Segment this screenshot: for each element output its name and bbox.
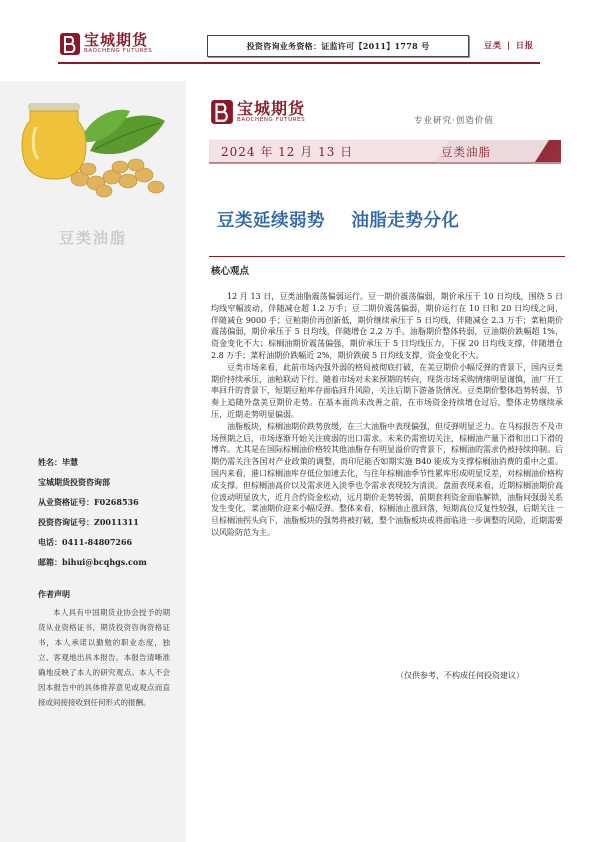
separator: | — [507, 40, 511, 50]
date-bar — [209, 138, 561, 164]
paragraph-2: 豆类市场来看，此前市场内强外弱的格局被彻底打破，在美豆期价小幅反弹的背景下，国内豆类期价持续承压，油粕联动下行。随着市场对未来预期的转向，现货市场采购情绪明显谨慎，油厂开工率回升的背景下，短期豆粕库存面临回升风险，关注后期下游备货情况。豆类期价整体趋势转弱，节奏上追随外盘美豆期价走势。在基本面尚未改善之前，在市场资金持续增仓过后，整体走势继续承压，近期走势明显偏弱。 — [211, 362, 563, 419]
company-name-en: BAOCHENG FUTURES — [84, 48, 153, 54]
baocheng-logo-icon — [60, 33, 80, 55]
brand-name-cn: 宝城期货 — [237, 98, 306, 118]
page-header — [0, 0, 595, 66]
brand-logo — [211, 100, 305, 124]
analyst-info — [38, 455, 178, 573]
section-title: 核心观点 — [211, 266, 250, 277]
header-rule — [58, 62, 540, 64]
slogan: 专业研究·创造价值 — [414, 116, 494, 126]
license-text: 投资咨询业务资格：证监许可【2011】1778 号 — [246, 40, 430, 51]
company-logo — [60, 33, 152, 55]
report-date: 2024 年 12 月 13 日 — [221, 145, 354, 159]
closing-note: （仅供参考，不构成任何投资建议） — [396, 671, 524, 680]
analyst-company: 宝城期货投资咨询部 — [38, 477, 110, 487]
report-type: 豆类 — [484, 40, 502, 50]
report-body — [211, 291, 563, 539]
brand-name-en: BAOCHENG FUTURES — [237, 116, 306, 123]
paragraph-3: 油脂板块，棕榈油期价跌势放缓，在三大油脂中表现偏强，但反弹明显乏力。在马棕报告不及市场预期之后，市场逐渐开始关注疲弱的出口需求。未来仍需密切关注，棕榈油产量下滑和出口下滑的博弈。尤其是在国际棕榈油价格较其他油脂存有明显溢价的背景下，棕榈油的需求仍被持续抑制。后期仍需关注各国对产业政策的调整，而印尼能否如期实施 B40 能成为支撑棕榈油消费的重中之重。国内来看，港口棕榈油库存低位加速去化，与往年棕榈油季节性累库形成明显反差，对棕榈油价格构成支撑。但棕榈油高价以及需求进入淡季也令需求表现较为清淡。盘面表现来看，近期棕榈油期价高位波动明显放大，近月合约资金松动，远月期价走势转弱，前期套利资金面临解锁，油脂间强弱关系发生变化，菜油期价迎来小幅反弹。整体来看，棕榈油止涨回落，短期高位反复性较强，后期关注一旦棕榈油拐头向下，油脂板块的强势将被打破，整个油脂板块或将面临进一步调整的风险，近期需要以风险防范为主。 — [211, 421, 563, 537]
report-category: 豆类油脂 — [441, 145, 491, 159]
report-type-label — [484, 40, 534, 51]
analyst-name: 姓名：毕慧 — [38, 457, 78, 467]
report-frequency: 日报 — [515, 40, 534, 50]
analyst-phone: 电话：0411-84807266 — [38, 537, 133, 547]
disclaimer-title: 作者声明 — [38, 589, 70, 599]
analyst-consult-cert: 投资咨询证号：Z0011311 — [38, 517, 139, 527]
headline-rule — [209, 256, 565, 257]
analyst-qualification: 从业资格证号：F0268536 — [38, 497, 139, 507]
sidebar-category: 豆类油脂 — [58, 229, 127, 247]
headline: 豆类延续弱势 油脂走势分化 — [217, 211, 460, 231]
company-name-cn: 宝城期货 — [84, 31, 149, 49]
license-box — [207, 35, 469, 57]
disclaimer-body: 本人具有中国期货业协会授予的期货从业资格证书，期货投资咨询资格证书，本人承诺以勤勉的职业态度，独立、客观地出具本报告。本报告清晰准确地反映了本人的研究观点。本人不会因本报告中的具体推荐意见或观点而直接或间接接收到任何形式的报酬。 — [38, 608, 170, 707]
paragraph-1: 12 月 13 日，豆类油脂震荡偏弱运行。豆一期价震荡偏弱，期价承压于 10 日均线，围绕 5 日均线窄幅波动，伴随减仓超 1.2 万手；豆二期价震荡偏弱，期价运行在 10 日和 20 日均线之间，伴随减仓 9000 手；豆粕期价再创新低，期价继续承压于 5 日均线，伴随减仓 2.3 万手；菜粕期价震荡偏弱，期价承压于 5 日均线，伴随增仓 2.2 万手。油脂期价整体转弱，豆油期价跌幅超 1%，资金变化不大；棕榈油期价震荡偏强，期价承压于 5 日均线压力，下探 20 日均线支撑，伴随增仓 2.8 万手；菜籽油期价跌幅近 2%，期价跌破 5 日均线支撑，资金变化不大。 — [211, 292, 563, 360]
soybean-oil-illustration-icon — [20, 91, 170, 199]
analyst-email: 邮箱：bihui@bcqhgs.com — [38, 557, 147, 567]
baocheng-logo-icon — [211, 100, 233, 124]
sidebar — [0, 81, 186, 842]
